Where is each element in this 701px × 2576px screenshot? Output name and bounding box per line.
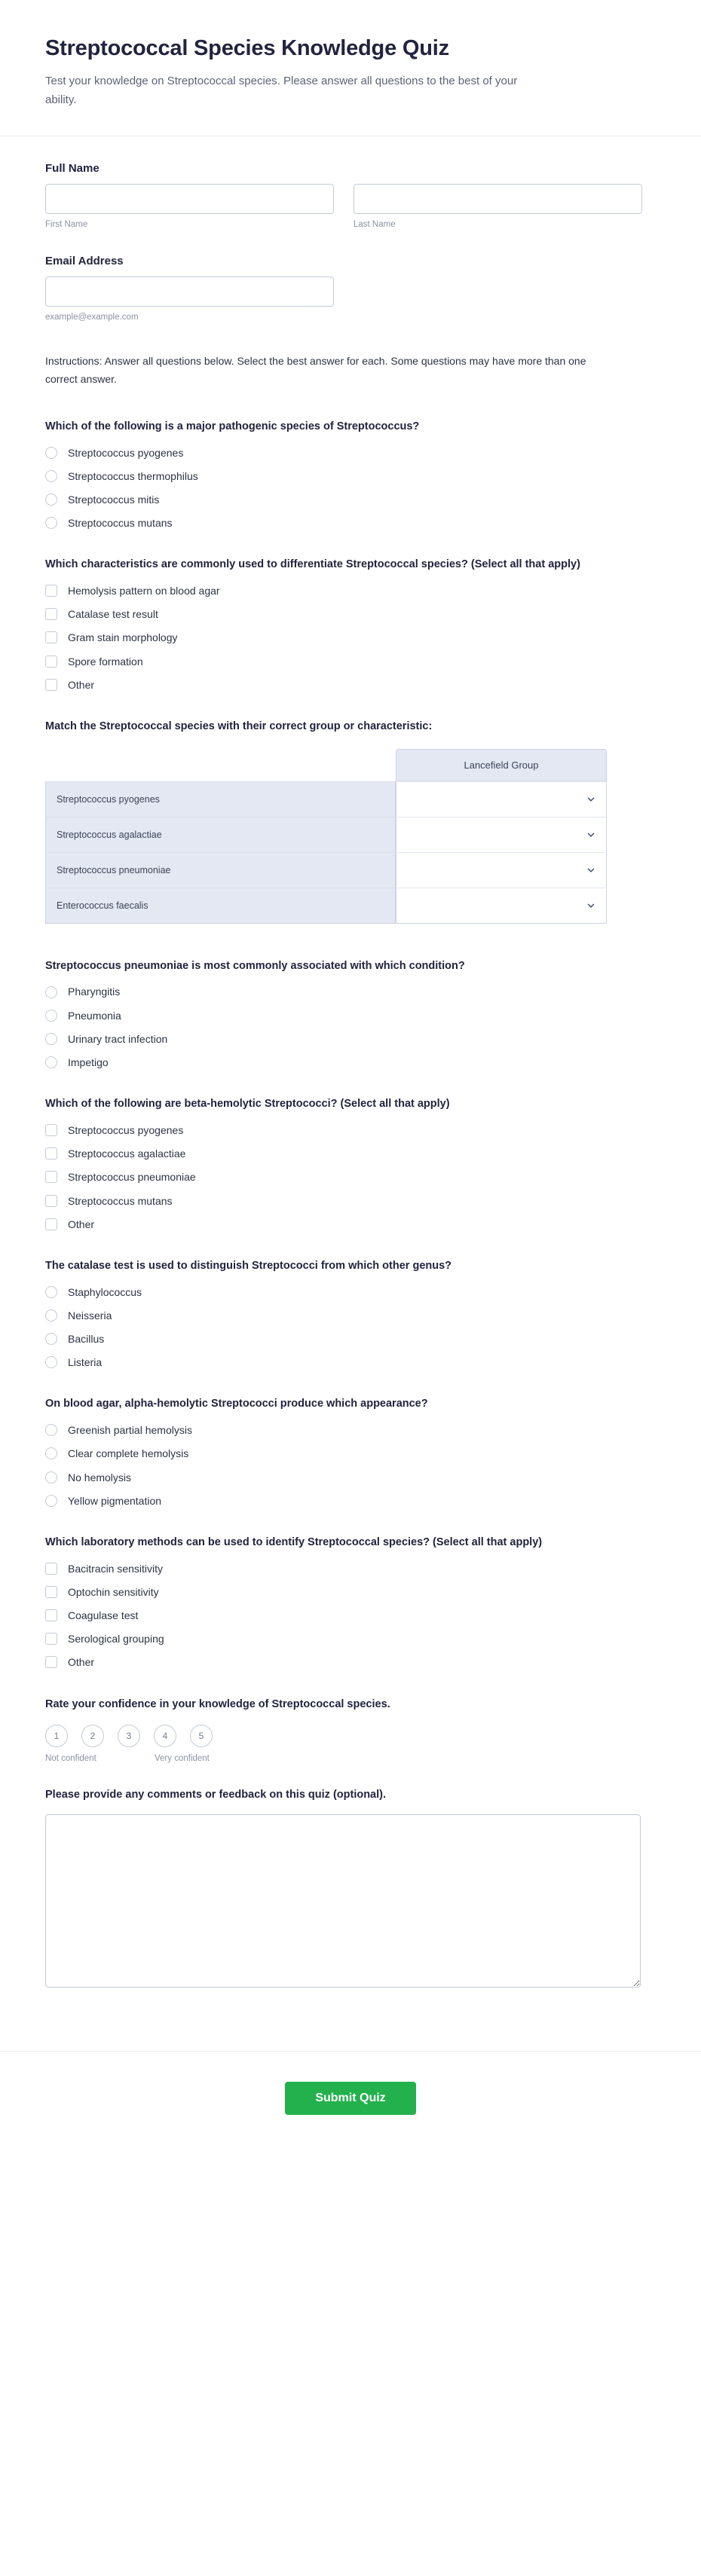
form-footer [0, 2051, 701, 2159]
radio-icon[interactable] [45, 1056, 57, 1068]
radio-icon[interactable] [45, 1447, 57, 1459]
question-1-option-2[interactable] [45, 493, 656, 506]
question-8-option-1[interactable] [45, 1585, 656, 1599]
checkbox-icon[interactable] [45, 1633, 57, 1645]
option-label: Impetigo [68, 1056, 109, 1068]
email-input[interactable] [45, 277, 334, 307]
question-2-option-4[interactable] [45, 678, 656, 692]
matching-table [45, 749, 607, 924]
question-1-option-3[interactable] [45, 516, 656, 530]
checkbox-icon[interactable] [45, 1218, 57, 1230]
scale-high-label: Very confident [155, 1754, 210, 1764]
option-label: Streptococcus mutans [68, 1194, 173, 1207]
chevron-down-icon[interactable] [586, 830, 595, 839]
question-6-option-1[interactable] [45, 1309, 656, 1322]
checkbox-icon[interactable] [45, 1171, 57, 1183]
question-7-option-2[interactable] [45, 1471, 656, 1484]
question-5-text: Which of the following are beta-hemolytic Streptococci? (Select all that apply) [45, 1098, 450, 1111]
table-corner-cell [45, 749, 396, 781]
option-label: Catalase test result [68, 608, 158, 621]
question-8-option-3[interactable] [45, 1632, 656, 1646]
radio-icon[interactable] [45, 1424, 57, 1436]
option-label: Streptococcus thermophilus [68, 469, 198, 482]
option-label: Serological grouping [68, 1633, 164, 1646]
option-label: Hemolysis pattern on blood agar [68, 585, 220, 597]
option-label: Optochin sensitivity [68, 1585, 159, 1598]
first-name-sublabel: First Name [45, 219, 88, 229]
table-row [45, 852, 607, 888]
full-name-row [45, 184, 656, 229]
question-4-option-0[interactable] [45, 985, 656, 998]
dropdown-cell-3[interactable] [396, 888, 607, 924]
row-label: Enterococcus faecalis [45, 888, 396, 924]
checkbox-icon[interactable] [45, 1586, 57, 1598]
page-title: Streptococcal Species Knowledge Quiz [45, 36, 449, 60]
option-label: Listeria [68, 1356, 103, 1369]
question-1-text: Which of the following is a major pathogenic species of Streptococcus? [45, 420, 420, 432]
row-label: Streptococcus pyogenes [45, 781, 396, 817]
question-5-option-0[interactable] [45, 1123, 656, 1137]
question-10 [45, 1787, 656, 1988]
option-label: Neisseria [68, 1309, 112, 1322]
option-label: No hemolysis [68, 1471, 132, 1484]
chevron-down-icon[interactable] [586, 795, 595, 804]
option-label: Streptococcus mitis [68, 493, 160, 506]
option-label: Other [68, 1218, 95, 1230]
form-body [0, 136, 701, 2022]
option-label: Other [68, 678, 95, 691]
checkbox-icon[interactable] [45, 679, 57, 691]
table-header-row [45, 749, 607, 781]
option-label: Streptococcus mutans [68, 517, 173, 530]
question-4-option-1[interactable] [45, 1009, 656, 1022]
question-9-text: Rate your confidence in your knowledge of Streptococcal species. [45, 1697, 390, 1710]
checkbox-icon[interactable] [45, 1656, 57, 1668]
radio-icon[interactable] [45, 470, 57, 482]
email-label: Email Address [45, 254, 124, 267]
option-label: Pneumonia [68, 1009, 121, 1022]
dropdown-cell-1[interactable] [396, 817, 607, 852]
radio-icon[interactable] [45, 1033, 57, 1045]
question-2-option-2[interactable] [45, 631, 656, 644]
question-8-option-2[interactable] [45, 1609, 656, 1622]
scale-low-label: Not confident [45, 1754, 96, 1764]
email-sublabel: example@example.com [45, 312, 139, 322]
question-4-text: Streptococcus pneumoniae is most commonly associated with which condition? [45, 959, 465, 972]
first-name-column [45, 184, 334, 229]
question-2-option-1[interactable] [45, 607, 656, 621]
question-7-text: On blood agar, alpha-hemolytic Streptococci produce which appearance? [45, 1398, 428, 1410]
radio-icon[interactable] [45, 517, 57, 529]
question-3 [45, 719, 656, 924]
radio-icon[interactable] [45, 1356, 57, 1368]
question-1 [45, 419, 656, 530]
scale-option-5[interactable]: 5 [190, 1725, 213, 1747]
option-label: Yellow pigmentation [68, 1494, 162, 1507]
checkbox-icon[interactable] [45, 655, 57, 668]
last-name-input[interactable] [354, 184, 642, 214]
question-1-option-1[interactable] [45, 469, 656, 483]
checkbox-icon[interactable] [45, 585, 57, 597]
first-name-input[interactable] [45, 184, 334, 214]
question-8-option-0[interactable] [45, 1562, 656, 1575]
checkbox-icon[interactable] [45, 631, 57, 643]
checkbox-icon[interactable] [45, 1147, 57, 1160]
option-label: Other [68, 1656, 95, 1669]
checkbox-icon[interactable] [45, 1124, 57, 1136]
email-field [45, 255, 656, 322]
last-name-column [354, 184, 642, 229]
dropdown-cell-0[interactable] [396, 781, 607, 817]
option-label: Bacitracin sensitivity [68, 1562, 164, 1575]
question-4-option-2[interactable] [45, 1032, 656, 1046]
question-10-text: Please provide any comments or feedback on this quiz (optional). [45, 1789, 387, 1801]
checkbox-icon[interactable] [45, 1563, 57, 1575]
full-name-label: Full Name [45, 161, 99, 175]
option-label: Coagulase test [68, 1609, 139, 1621]
option-label: Pharyngitis [68, 985, 121, 998]
option-label: Clear complete hemolysis [68, 1447, 189, 1460]
radio-icon[interactable] [45, 1471, 57, 1484]
question-5-option-4[interactable] [45, 1218, 656, 1231]
option-label: Streptococcus pneumoniae [68, 1171, 196, 1184]
question-8-option-4[interactable] [45, 1655, 656, 1669]
question-7-option-1[interactable] [45, 1447, 656, 1460]
question-5-option-2[interactable] [45, 1170, 656, 1184]
chevron-down-icon[interactable] [586, 866, 595, 875]
question-5 [45, 1096, 656, 1231]
option-label: Streptococcus pyogenes [68, 1123, 184, 1136]
instructions-text: Instructions: Answer all questions below. Select the best answer for each. Some questions may have more than one correct answer. [45, 354, 586, 386]
question-1-option-0[interactable] [45, 446, 656, 460]
question-2-option-3[interactable] [45, 655, 656, 668]
table-row [45, 817, 607, 852]
option-label: Gram stain morphology [68, 631, 178, 644]
chevron-down-icon[interactable] [586, 901, 595, 910]
confidence-scale [45, 1725, 656, 1747]
dropdown-cell-2[interactable] [396, 852, 607, 888]
checkbox-icon[interactable] [45, 1609, 57, 1621]
radio-icon[interactable] [45, 986, 57, 998]
checkbox-icon[interactable] [45, 1195, 57, 1207]
row-label: Streptococcus agalactiae [45, 817, 396, 852]
question-2 [45, 557, 656, 692]
scale-option-1[interactable]: 1 [45, 1725, 68, 1747]
question-9 [45, 1697, 656, 1764]
scale-option-4[interactable]: 4 [154, 1725, 176, 1747]
question-3-text: Match the Streptococcal species with their correct group or characteristic: [45, 720, 433, 732]
last-name-sublabel: Last Name [354, 219, 396, 229]
question-8-text: Which laboratory methods can be used to identify Streptococcal species? (Select all that apply) [45, 1536, 543, 1548]
question-2-text: Which characteristics are commonly used to differentiate Streptococcal species? (Select all that apply) [45, 558, 580, 571]
radio-icon[interactable] [45, 1495, 57, 1507]
question-4 [45, 958, 656, 1070]
question-6-text: The catalase test is used to distinguish Streptococci from which other genus? [45, 1259, 452, 1272]
scale-option-2[interactable]: 2 [81, 1725, 104, 1747]
checkbox-icon[interactable] [45, 608, 57, 620]
radio-icon[interactable] [45, 1286, 57, 1298]
radio-icon[interactable] [45, 1309, 57, 1322]
question-4-option-3[interactable] [45, 1056, 656, 1069]
question-8 [45, 1535, 656, 1670]
radio-icon[interactable] [45, 1010, 57, 1022]
question-2-option-0[interactable] [45, 584, 656, 597]
column-header-lancefield: Lancefield Group [396, 749, 607, 781]
page-subtitle: Test your knowledge on Streptococcal species. Please answer all questions to the best of your ability. [45, 75, 518, 106]
submit-quiz-button[interactable]: Submit Quiz [285, 2082, 415, 2115]
table-row [45, 781, 607, 817]
scale-option-3[interactable]: 3 [118, 1725, 140, 1747]
question-6 [45, 1258, 656, 1370]
option-label: Spore formation [68, 655, 143, 668]
option-label: Staphylococcus [68, 1285, 142, 1298]
option-label: Urinary tract infection [68, 1032, 168, 1045]
option-label: Bacillus [68, 1333, 105, 1345]
table-row [45, 888, 607, 924]
radio-icon[interactable] [45, 494, 57, 506]
question-6-option-0[interactable] [45, 1285, 656, 1299]
question-5-option-1[interactable] [45, 1147, 656, 1160]
full-name-field [45, 162, 656, 229]
comments-textarea[interactable] [45, 1814, 641, 1988]
question-7-option-0[interactable] [45, 1423, 656, 1437]
radio-icon[interactable] [45, 447, 57, 459]
question-7-option-3[interactable] [45, 1494, 656, 1508]
question-6-option-2[interactable] [45, 1332, 656, 1346]
email-column [45, 277, 334, 322]
option-label: Streptococcus agalactiae [68, 1147, 186, 1160]
option-label: Streptococcus pyogenes [68, 446, 184, 459]
row-label: Streptococcus pneumoniae [45, 852, 396, 888]
question-6-option-3[interactable] [45, 1355, 656, 1369]
question-5-option-3[interactable] [45, 1194, 656, 1208]
option-label: Greenish partial hemolysis [68, 1424, 192, 1437]
radio-icon[interactable] [45, 1333, 57, 1345]
question-7 [45, 1396, 656, 1508]
form-header [0, 0, 701, 136]
